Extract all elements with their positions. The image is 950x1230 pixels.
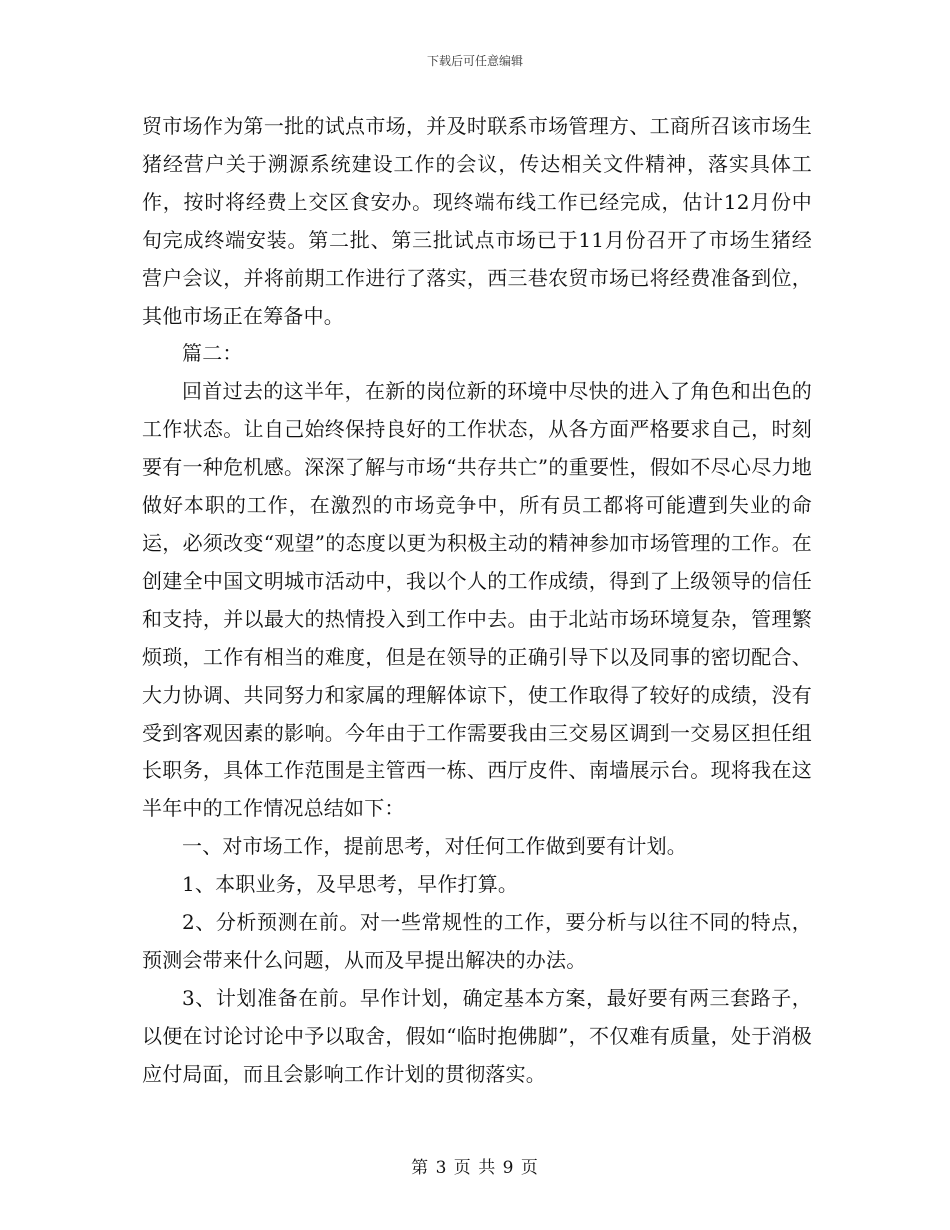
- list-item-1: 1、本职业务，及早思考，早作打算。: [182, 872, 519, 897]
- document-body: [142, 108, 812, 1094]
- page-header: 下载后可任意编辑: [426, 54, 523, 68]
- paragraph-continued: 贸市场作为第一批的试点市场，并及时联系市场管理方、工商所召该市场生猪经营户关于溯源系统建设工作的会议，传达相关文件精神，落实具体工作，按时将经费上交区食安办。现终端布线工作已经完成，估计12月份中旬完成终端安装。第二批、第三批试点市场已于11月份召开了市场生猪经营户会议，并将前期工作进行了落实，西三巷农贸市场已将经费准备到位，其他市场正在筹备中。: [142, 114, 812, 328]
- list-item-3: 3、计划准备在前。早作计划，确定基本方案，最好要有两三套路子，以便在讨论讨论中予以取舍，假如“临时抱佛脚”，不仅难有质量，处于消极应付局面，而且会影响工作计划的贯彻落实。: [142, 985, 812, 1086]
- section-heading-part-two: 篇二：: [182, 341, 243, 366]
- list-heading-planning: 一、对市场工作，提前思考，对任何工作做到要有计划。: [182, 834, 687, 859]
- page-number-footer: 第 3 页 共 9 页: [411, 1158, 539, 1178]
- paragraph-review: 回首过去的这半年，在新的岗位新的环境中尽快的进入了角色和出色的工作状态。让自己始终保持良好的工作状态，从各方面严格要求自己，时刻要有一种危机感。深深了解与市场“共存共亡”的重要性，假如不尽心尽力地做好本职的工作，在激烈的市场竞争中，所有员工都将可能遭到失业的命运，必须改变“观望”的态度以更为积极主动的精神参加市场管理的工作。在创建全中国文明城市活动中，我以个人的工作成绩，得到了上级领导的信任和支持，并以最大的热情投入到工作中去。由于北站市场环境复杂，管理繁烦琐，工作有相当的难度，但是在领导的正确引导下以及同事的密切配合、大力协调、共同努力和家属的理解体谅下，使工作取得了较好的成绩，没有受到客观因素的影响。今年由于工作需要我由三交易区调到一交易区担任组长职务，具体工作范围是主管西一栋、西厅皮件、南墙展示台。现将我在这半年中的工作情况总结如下：: [142, 379, 812, 821]
- list-item-2: 2、分析预测在前。对一些常规性的工作，要分析与以往不同的特点，预测会带来什么问题，从而及早提出解决的办法。: [142, 910, 812, 972]
